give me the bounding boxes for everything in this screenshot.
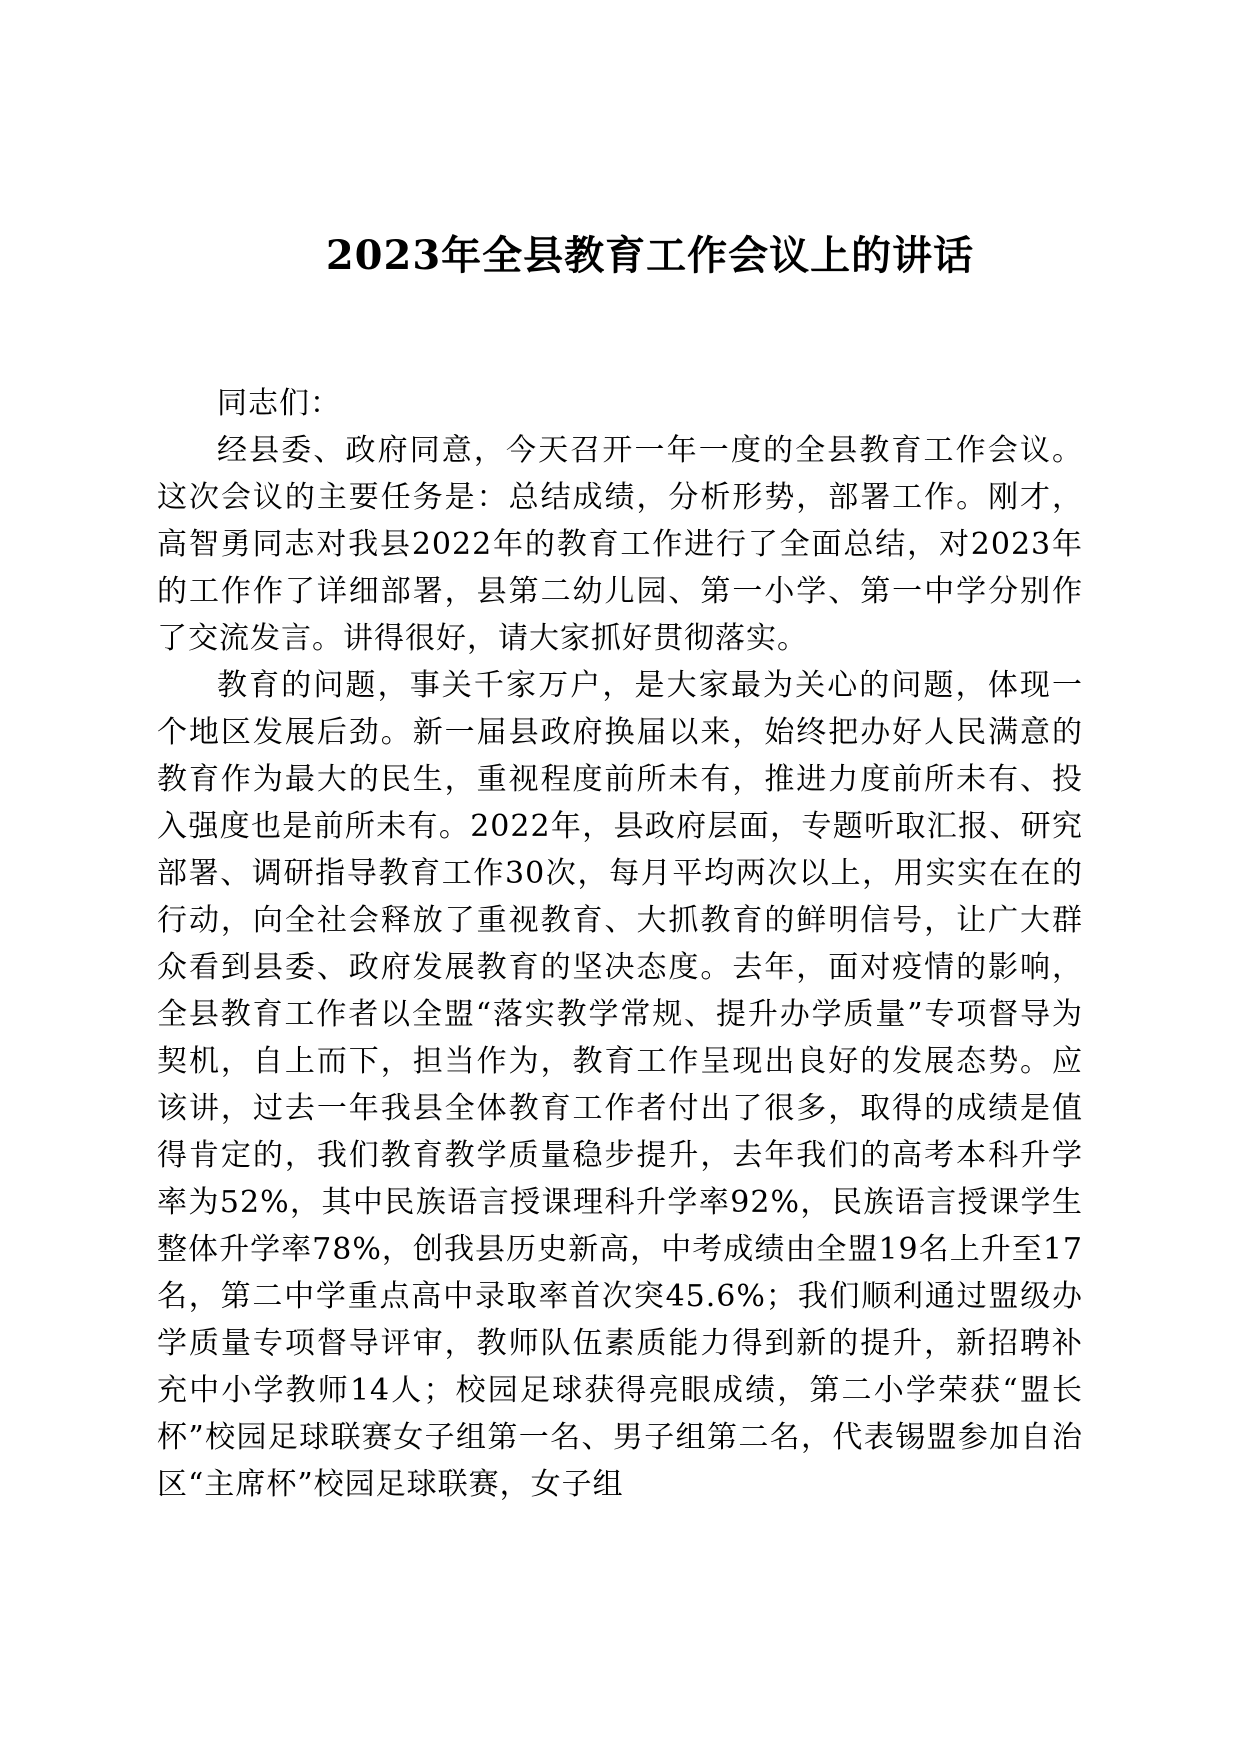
salutation-paragraph: 同志们：: [217, 386, 341, 421]
document-title: 2023年全县教育工作会议上的讲话: [325, 232, 975, 279]
document-body: [157, 380, 1083, 1508]
body-paragraph: 教育的问题，事关千家万户，是大家最为关心的问题，体现一个地区发展后劲。新一届县政府换届以来，始终把办好人民满意的教育作为最大的民生，重视程度前所未有，推进力度前所未有、投入强度也是前所未有。2022年，县政府层面，专题听取汇报、研究部署、调研指导教育工作30次，每月平均两次以上，用实实在在的行动，向全社会释放了重视教育、大抓教育的鲜明信号，让广大群众看到县委、政府发展教育的坚决态度。去年，面对疫情的影响，全县教育工作者以全盟“落实教学常规、提升办学质量”专项督导为契机，自上而下，担当作为，教育工作呈现出良好的发展态势。应该讲，过去一年我县全体教育工作者付出了很多，取得的成绩是值得肯定的，我们教育教学质量稳步提升，去年我们的高考本科升学率为52%，其中民族语言授课理科升学率92%，民族语言授课学生整体升学率78%，创我县历史新高，中考成绩由全盟19名上升至17名，第二中学重点高中录取率首次突45.6%；我们顺利通过盟级办学质量专项督导评审，教师队伍素质能力得到新的提升，新招聘补充中小学教师14人；校园足球获得亮眼成绩，第二小学荣获“盟长杯”校园足球联赛女子组第一名、男子组第二名，代表锡盟参加自治区“主席杯”校园足球联赛，女子组: [157, 668, 1083, 1502]
body-paragraph: 经县委、政府同意，今天召开一年一度的全县教育工作会议。这次会议的主要任务是：总结成绩，分析形势，部署工作。刚才，高智勇同志对我县2022年的教育工作进行了全面总结，对2023年的工作作了详细部署，县第二幼儿园、第一小学、第一中学分别作了交流发言。讲得很好，请大家抓好贯彻落实。: [157, 433, 1083, 656]
